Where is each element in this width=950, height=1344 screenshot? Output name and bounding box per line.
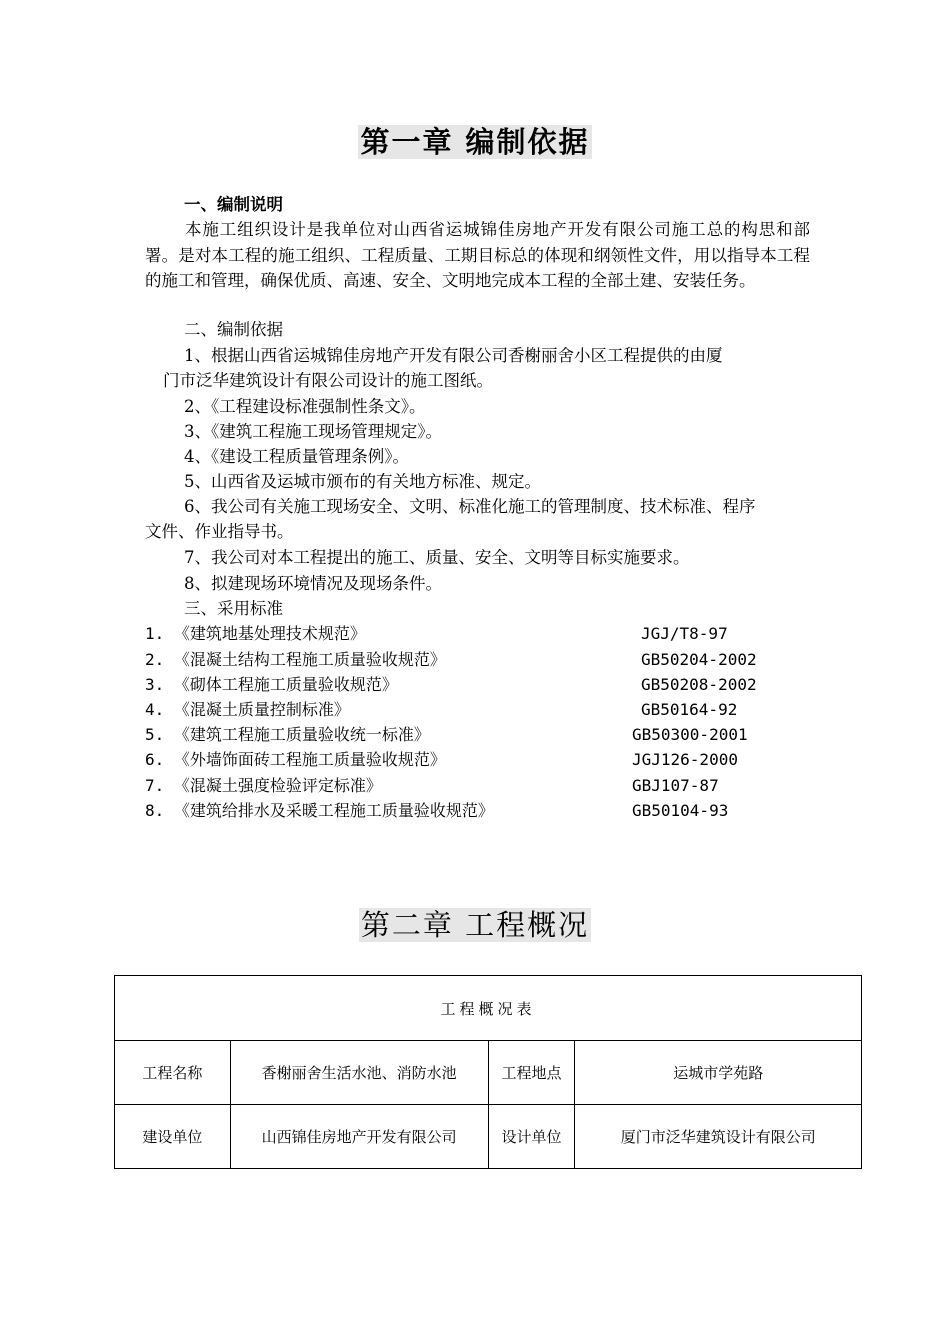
basis-item: 8、拟建现场环境情况及现场条件。 [184, 574, 442, 593]
standard-code: GB50204-2002 [641, 650, 757, 669]
standard-code: GB50208-2002 [641, 675, 757, 694]
standard-code: JGJ126-2000 [632, 750, 738, 769]
table-cell: 运城市学苑路 [575, 1041, 862, 1105]
table-cell: 工程地点 [488, 1041, 575, 1105]
basis-item: 门市泛华建筑设计有限公司设计的施工图纸。 [163, 371, 493, 390]
standard-code: GB50104-93 [632, 801, 729, 820]
table-row [115, 1105, 862, 1169]
basis-item: 2、《工程建设标准强制性条文》。 [184, 397, 426, 416]
table-cell: 工程名称 [115, 1041, 231, 1105]
section-1-heading: 一、编制说明 [184, 195, 283, 214]
standard-code: JGJ/T8-97 [641, 624, 728, 643]
table-cell: 山西锦佳房地产开发有限公司 [230, 1105, 488, 1169]
basis-item: 1、根据山西省运城锦佳房地产开发有限公司香榭丽舍小区工程提供的由厦 [184, 346, 723, 365]
chapter-1-title-text: 第一章 编制依据 [360, 125, 590, 159]
table-cell: 建设单位 [115, 1105, 231, 1169]
project-overview-table [114, 975, 862, 1169]
basis-item: 4、《建设工程质量管理条例》。 [184, 447, 409, 466]
basis-item: 5、山西省及运城市颁布的有关地方标准、规定。 [184, 472, 541, 491]
table-cell: 香榭丽舍生活水池、消防水池 [230, 1041, 488, 1105]
basis-item: 7、我公司对本工程提出的施工、质量、安全、文明等目标实施要求。 [184, 548, 690, 567]
standard-name: 3. 《砌体工程施工质量验收规范》 [145, 675, 398, 694]
basis-item: 3、《建筑工程施工现场管理规定》。 [184, 422, 442, 441]
section-1-paragraph: 本施工组织设计是我单位对山西省运城锦佳房地产开发有限公司施工总的构思和部署。是对本工程的施工组织、工程质量、工期目标总的体现和纲领性文件，用以指导本工程的施工和管理，确保优质、高速、安全、文明地完成本工程的全部土建、安装任务。 [145, 220, 810, 290]
table-cell: 设计单位 [488, 1105, 575, 1169]
standard-name: 4. 《混凝土质量控制标准》 [145, 700, 350, 719]
standard-name: 1. 《建筑地基处理技术规范》 [145, 624, 366, 643]
standard-name: 6. 《外墙饰面砖工程施工质量验收规范》 [145, 750, 446, 769]
basis-item: 6、我公司有关施工现场安全、文明、标准化施工的管理制度、技术标准、程序 [184, 497, 756, 516]
section-3-heading: 三、采用标准 [184, 599, 283, 618]
table-row [115, 1041, 862, 1105]
standard-code: GBJ107-87 [632, 776, 719, 795]
chapter-1-title [0, 123, 950, 161]
standard-name: 7. 《混凝土强度检验评定标准》 [145, 776, 382, 795]
standard-code: GB50164-92 [641, 700, 738, 719]
section-2-heading: 二、编制依据 [184, 320, 283, 339]
standard-name: 2. 《混凝土结构工程施工质量验收规范》 [145, 650, 446, 669]
table-cell: 厦门市泛华建筑设计有限公司 [575, 1105, 862, 1169]
chapter-2-title [0, 906, 950, 944]
table-caption: 工程概况表 [115, 976, 862, 1041]
basis-item: 文件、作业指导书。 [145, 522, 294, 541]
standard-name: 8. 《建筑给排水及采暖工程施工质量验收规范》 [145, 801, 494, 820]
standard-name: 5. 《建筑工程施工质量验收统一标准》 [145, 725, 430, 744]
standard-code: GB50300-2001 [632, 725, 748, 744]
chapter-2-title-text: 第二章 工程概况 [360, 908, 590, 942]
